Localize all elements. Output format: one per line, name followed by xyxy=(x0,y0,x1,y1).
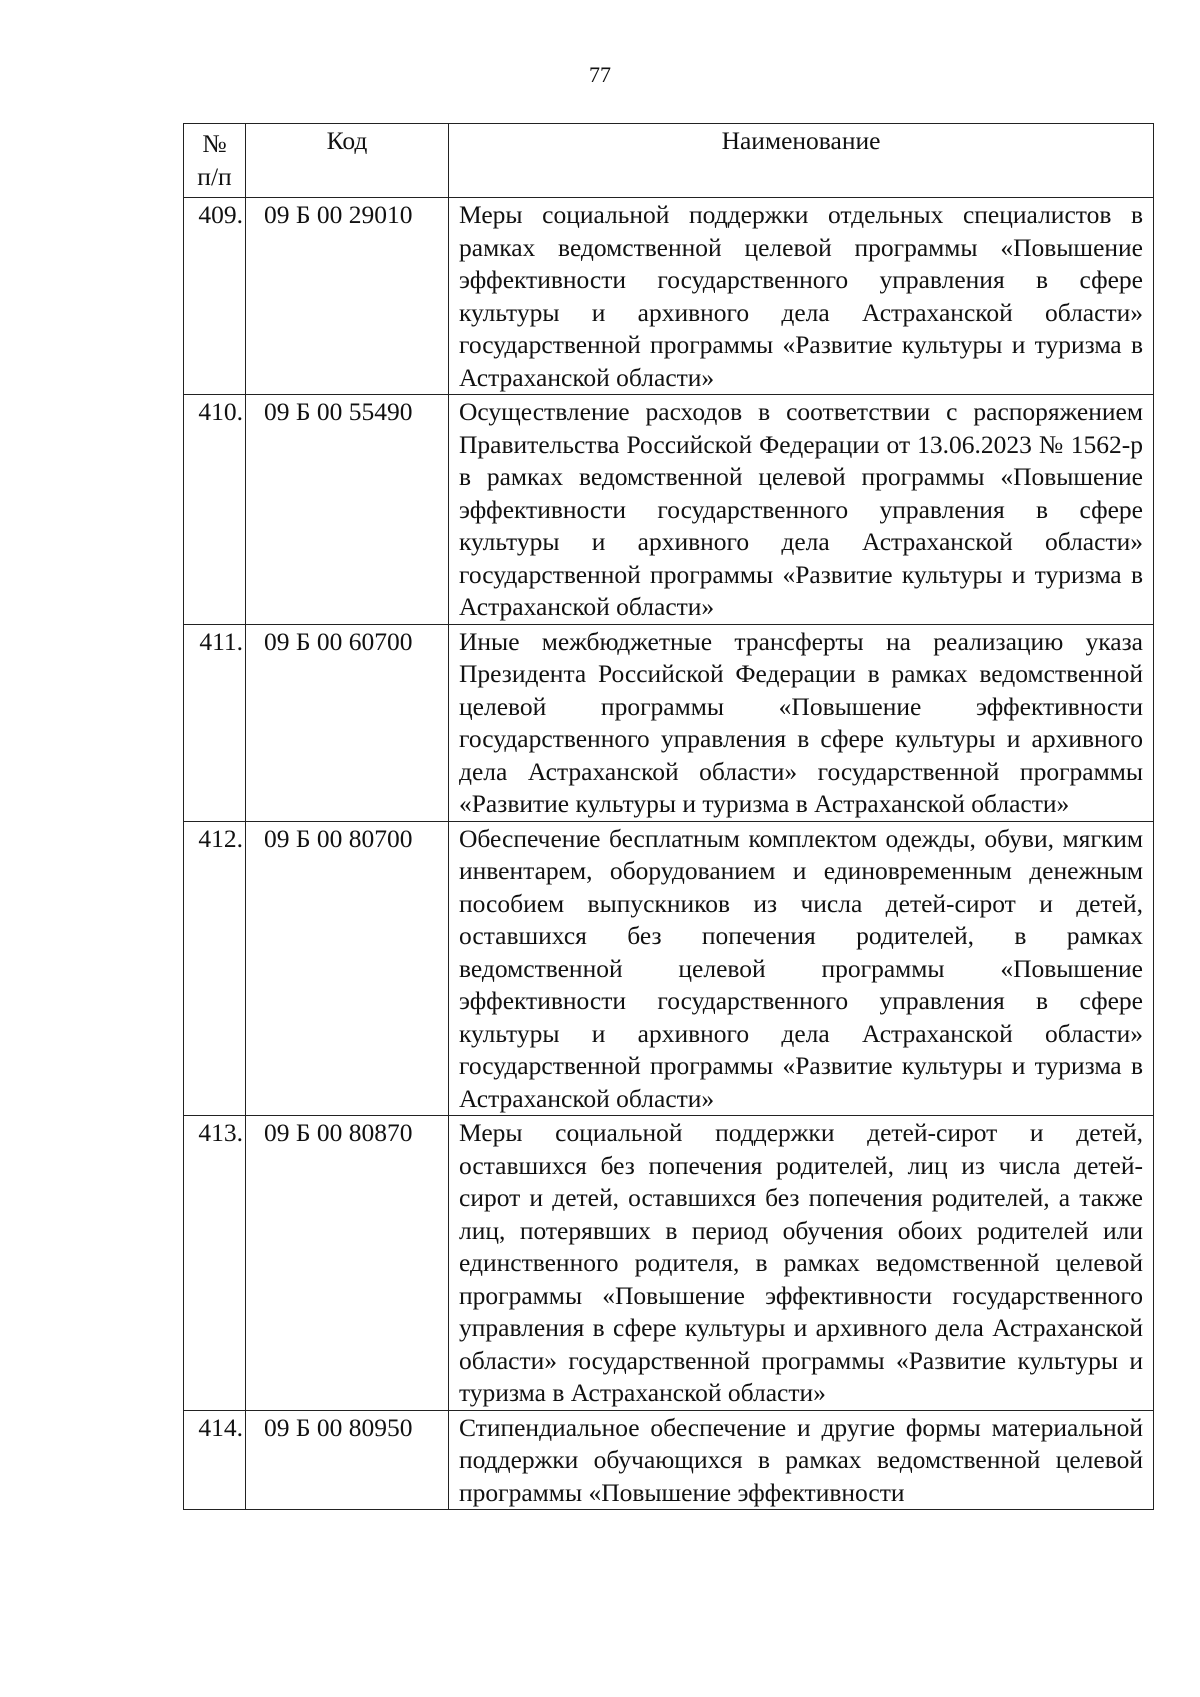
row-number: 414. xyxy=(184,1410,246,1510)
table-row xyxy=(184,395,1154,625)
header-number-sign: № xyxy=(202,129,227,158)
row-number: 410. xyxy=(184,395,246,625)
row-number: 412. xyxy=(184,821,246,1116)
row-code: 09 Б 00 29010 xyxy=(246,198,449,395)
header-number-abbrev: п/п xyxy=(197,161,232,191)
row-code: 09 Б 00 80700 xyxy=(246,821,449,1116)
row-code: 09 Б 00 80950 xyxy=(246,1410,449,1510)
row-name: Осуществление расходов в соответствии с распоряжением Правительства Российской Федерации от 13.06.2023 № 1562-р в рамках ведомственной целевой программы «Повышение эффективности государственного управления в сфере культуры и архивного дела Астраханской области» государственной программы «Развитие культуры и туризма в Астраханской области» xyxy=(449,395,1154,625)
header-code: Код xyxy=(246,124,449,198)
row-number: 411. xyxy=(184,624,246,821)
table-row xyxy=(184,624,1154,821)
header-number xyxy=(184,124,246,198)
table-row xyxy=(184,198,1154,395)
row-number: 413. xyxy=(184,1116,246,1411)
row-name: Обеспечение бесплатным комплектом одежды, обуви, мягким инвентарем, оборудованием и единовременным денежным пособием выпускников из числа детей-сирот и детей, оставшихся без попечения родителей, в рамках ведомственной целевой программы «Повышение эффективности государственного управления в сфере культуры и архивного дела Астраханской области» государственной программы «Развитие культуры и туризма в Астраханской области» xyxy=(449,821,1154,1116)
row-name: Меры социальной поддержки отдельных специалистов в рамках ведомственной целевой программы «Повышение эффективности государственного управления в сфере культуры и архивного дела Астраханской области» государственной программы «Развитие культуры и туризма в Астраханской области» xyxy=(449,198,1154,395)
table-row xyxy=(184,1116,1154,1411)
row-name: Стипендиальное обеспечение и другие формы материальной поддержки обучающихся в рамках ведомственной целевой программы «Повышение эффективности xyxy=(449,1410,1154,1510)
row-code: 09 Б 00 55490 xyxy=(246,395,449,625)
row-code: 09 Б 00 80870 xyxy=(246,1116,449,1411)
table-header-row xyxy=(184,124,1154,198)
row-code: 09 Б 00 60700 xyxy=(246,624,449,821)
row-name: Меры социальной поддержки детей-сирот и детей, оставшихся без попечения родителей, лиц из числа детей-сирот и детей, оставшихся без попечения родителей, а также лиц, потерявших в период обучения обоих родителей или единственного родителя, в рамках ведомственной целевой программы «Повышение эффективности государственного управления в сфере культуры и архивного дела Астраханской области» государственной программы «Развитие культуры и туризма в Астраханской области» xyxy=(449,1116,1154,1411)
table-row xyxy=(184,1410,1154,1510)
page-number: 77 xyxy=(589,62,611,87)
row-number: 409. xyxy=(184,198,246,395)
header-name: Наименование xyxy=(449,124,1154,198)
table-row xyxy=(184,821,1154,1116)
row-name: Иные межбюджетные трансферты на реализацию указа Президента Российской Федерации в рамках ведомственной целевой программы «Повышение эффективности государственного управления в сфере культуры и архивного дела Астраханской области» государственной программы «Развитие культуры и туризма в Астраханской области» xyxy=(449,624,1154,821)
budget-code-table xyxy=(183,123,1154,1510)
